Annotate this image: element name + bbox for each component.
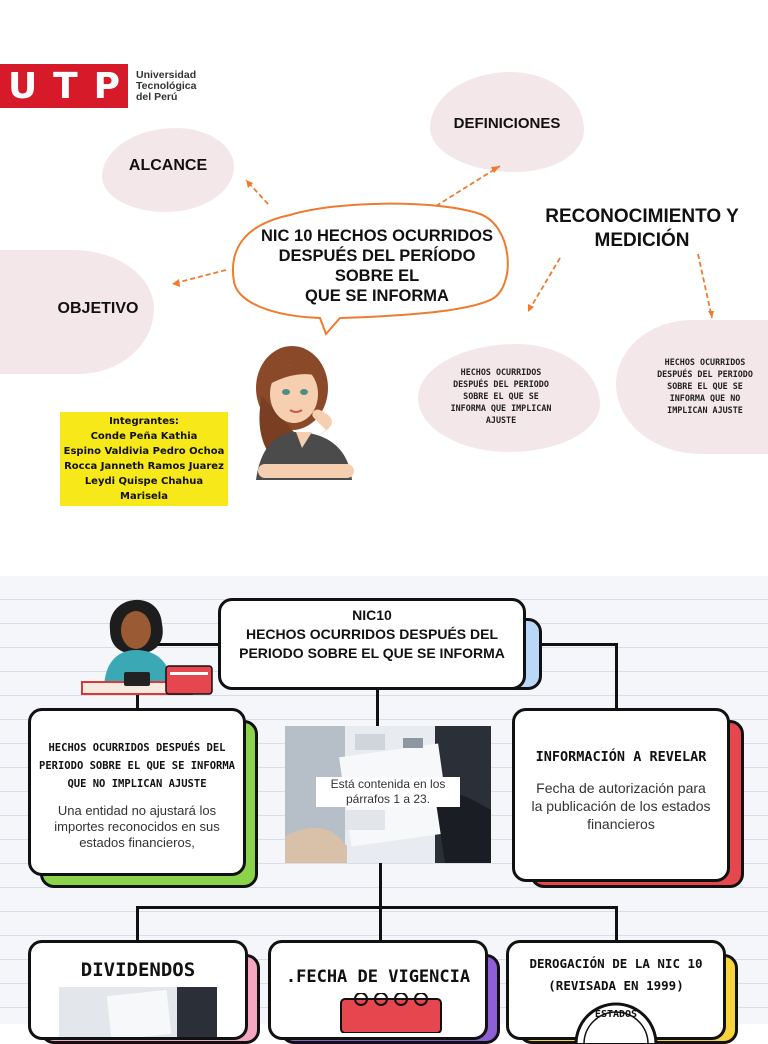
left-card-heading: HECHOS OCURRIDOS DESPUÉS DEL PERIODO SOBRE EL QUE SE INFORMA QUE NO IMPLICAN AJUSTE <box>39 742 235 790</box>
arrow-to-con-ajuste <box>528 258 560 312</box>
arrow-to-definiciones <box>436 166 500 206</box>
dividendos-card <box>28 940 248 1040</box>
photo-caption: Está contenida en los párrafos 1 a 23. <box>316 777 460 807</box>
team-members: Conde Peña Kathia Espino Valdivia Pedro Ochoa Rocca Janneth Ramos Juarez Leydi Quispe Chahua Marisela <box>63 431 225 502</box>
connector-photo-down <box>379 862 382 942</box>
right-card-body: Fecha de autorización para la publicación de los estados financieros <box>531 780 711 832</box>
derogacion-card <box>506 940 726 1040</box>
connector-bottom-right-v <box>615 906 618 942</box>
con-ajuste-note: HECHOS OCURRIDOS DESPUÉS DEL PERIODO SOBRE EL QUE SE INFORMA QUE IMPLICAN AJUSTE <box>450 367 552 425</box>
main-card-title: NIC10 HECHOS OCURRIDOS DESPUÉS DEL PERIODO SOBRE EL QUE SE INFORMA <box>239 607 505 661</box>
university-name: Universidad Tecnológica del Perú <box>136 68 197 103</box>
fecha-heading: .FECHA DE VIGENCIA <box>285 967 471 987</box>
sin-ajuste-note: HECHOS OCURRIDOS DESPUÉS DEL PERIODO SOBRE EL QUE SE INFORMA QUE NO IMPLICAN AJUSTE <box>657 357 753 415</box>
left-card-body: Una entidad no ajustará los importes reconocidos en sus estados financieros, <box>54 803 220 850</box>
dividendos-photo <box>59 987 217 1037</box>
objetivo-label: OBJETIVO <box>57 300 139 317</box>
right-card <box>512 708 730 882</box>
accountant-illustration <box>80 594 220 698</box>
thinking-woman-illustration <box>236 336 366 480</box>
team-box <box>60 412 228 506</box>
connector-top-right-v <box>615 643 618 710</box>
connector-main-down <box>376 688 379 728</box>
connector-bottom-left-v <box>136 906 139 942</box>
estados-stamp-icon <box>571 999 661 1043</box>
reconocimiento-label: RECONOCIMIENTO Y MEDICIÓN <box>545 206 739 251</box>
calendar-icon <box>339 993 443 1033</box>
dividendos-heading: DIVIDENDOS <box>80 959 196 981</box>
fecha-card <box>268 940 488 1040</box>
left-card <box>28 708 246 876</box>
logo-letter-u: U <box>7 65 38 107</box>
estados-stamp-label: ESTADOS <box>594 1009 638 1020</box>
connector-bottom-h <box>136 906 618 909</box>
right-card-heading: INFORMACIÓN A REVELAR <box>535 749 707 765</box>
center-title: NIC 10 HECHOS OCURRIDOS DESPUÉS DEL PERÍODO SOBRE EL QUE SE INFORMA <box>261 227 493 305</box>
team-heading: Integrantes: <box>109 416 179 427</box>
main-card <box>218 598 526 690</box>
derogacion-heading: DEROGACIÓN DE LA NIC 10 (REVISADA EN 1999) <box>529 956 703 993</box>
logo-letter-t: T <box>53 65 78 107</box>
logo-letter-p: P <box>93 65 121 107</box>
alcance-label: ALCANCE <box>128 157 208 174</box>
arrow-to-sin-ajuste <box>698 254 712 318</box>
arrow-to-objetivo <box>172 270 226 284</box>
definiciones-label: DEFINICIONES <box>453 115 561 132</box>
